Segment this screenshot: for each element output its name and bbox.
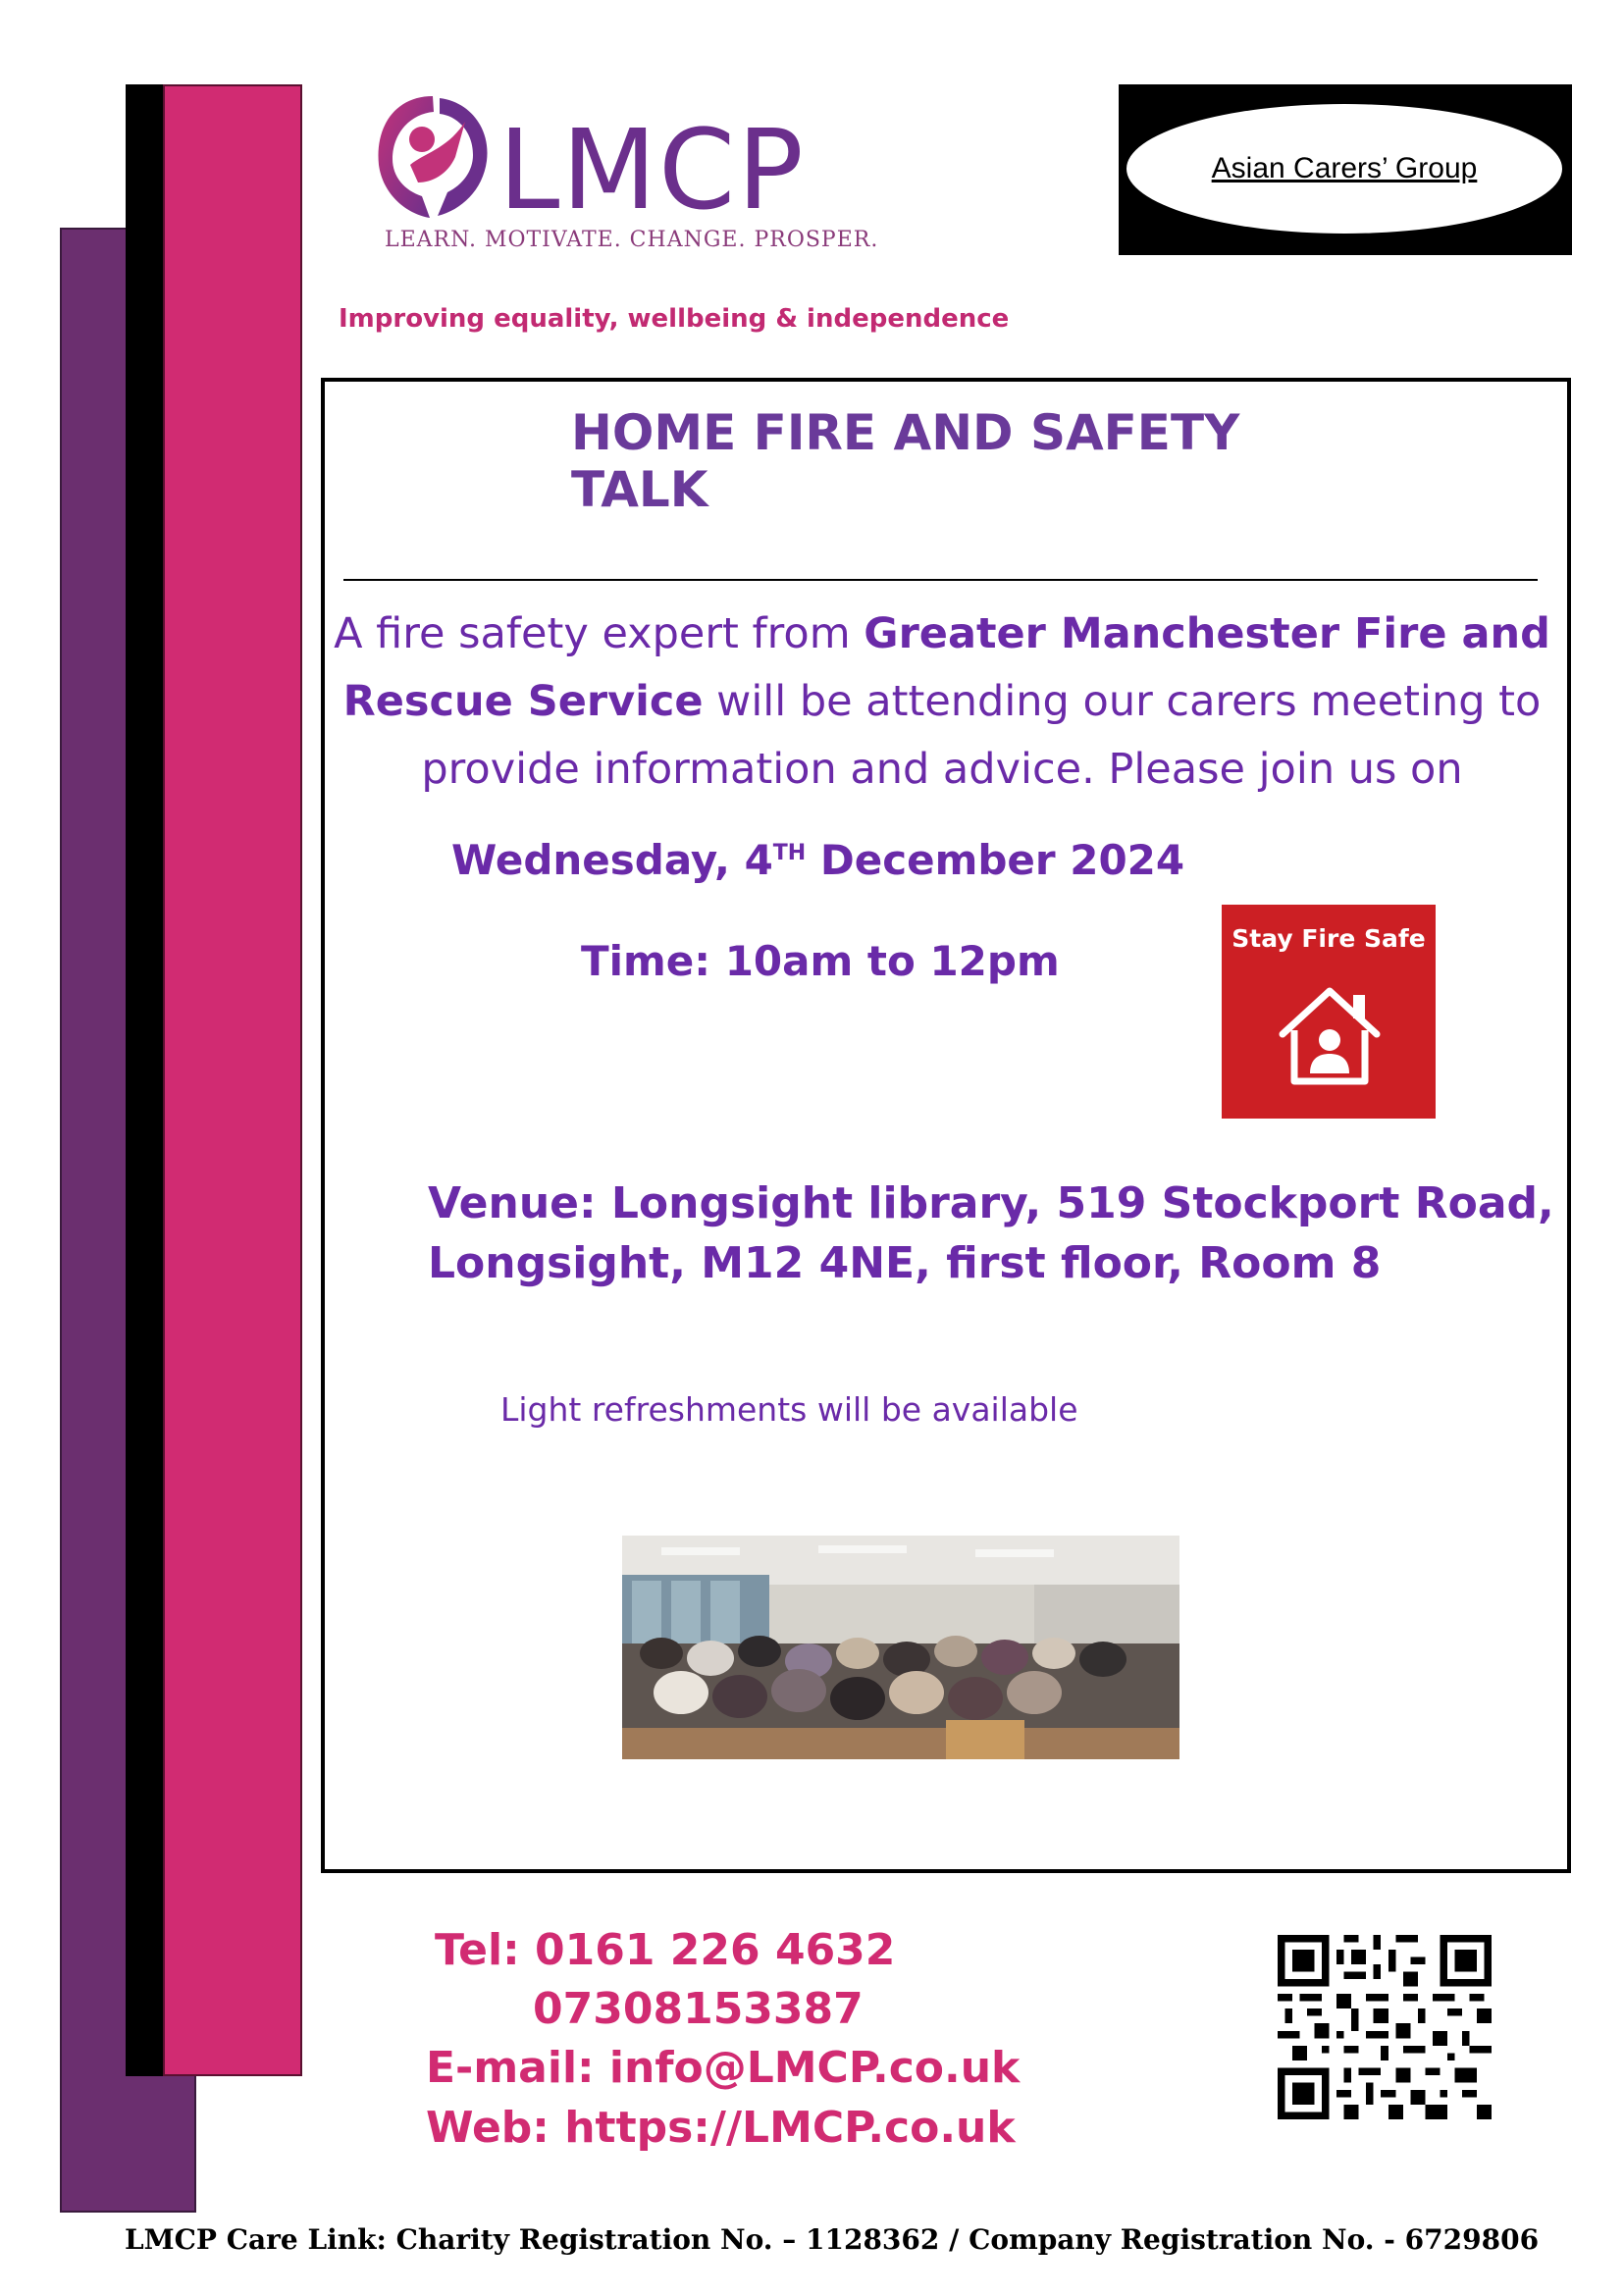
- decorative-bar-black: [126, 84, 165, 2076]
- contact-mobile: 07308153387: [533, 1984, 864, 2034]
- contact-website[interactable]: Web: https://LMCP.co.uk: [426, 2103, 1016, 2153]
- date-ordinal: TH: [772, 841, 807, 865]
- event-time: Time: 10am to 12pm: [581, 937, 1060, 985]
- event-venue: [428, 1174, 1554, 1293]
- date-suffix: December 2024: [806, 836, 1185, 884]
- partner-logo-oval: [1126, 104, 1562, 234]
- logo-tagline: LEARN. MOTIVATE. CHANGE. PROSPER.: [385, 228, 879, 252]
- date-prefix: Wednesday, 4: [451, 836, 773, 884]
- lmcp-logo-icon: [371, 88, 495, 224]
- event-date: [451, 836, 1184, 884]
- intro-text-2: will be attending our carers meeting to provide information and advice. Please join us on: [421, 677, 1542, 794]
- badge-text: Stay Fire Safe: [1231, 924, 1426, 953]
- stay-fire-safe-badge: [1222, 905, 1436, 1119]
- house-person-icon: [1275, 981, 1385, 1091]
- divider: [343, 579, 1538, 581]
- intro-text-1: A fire safety expert from: [334, 609, 864, 658]
- meeting-photo: [622, 1536, 1179, 1759]
- organisation-tagline: Improving equality, wellbeing & independence: [339, 304, 1010, 334]
- event-intro: [334, 600, 1550, 804]
- qr-code-icon[interactable]: [1278, 1935, 1492, 2119]
- intro-organisation: Greater Manchester Fire and Rescue Service: [342, 609, 1550, 726]
- refreshments-note: Light refreshments will be available: [500, 1390, 1078, 1429]
- venue-line-2: Longsight, M12 4NE, first floor, Room 8: [428, 1238, 1382, 1288]
- event-title: [321, 404, 1624, 518]
- event-title-text: HOME FIRE AND SAFETY TALK: [571, 404, 1240, 518]
- partner-logo-text: Asian Carers’ Group: [1211, 152, 1478, 184]
- contact-telephone: Tel: 0161 226 4632: [435, 1925, 896, 1975]
- footer-registration: LMCP Care Link: Charity Registration No. – 1128362 / Company Registration No. - 6729806: [124, 2223, 1540, 2256]
- venue-line-1: Venue: Longsight library, 519 Stockport Road,: [428, 1178, 1554, 1228]
- contact-email[interactable]: E-mail: info@LMCP.co.uk: [426, 2043, 1021, 2093]
- decorative-bar-pink: [163, 84, 302, 2076]
- logo-wordmark: LMCP: [498, 107, 806, 235]
